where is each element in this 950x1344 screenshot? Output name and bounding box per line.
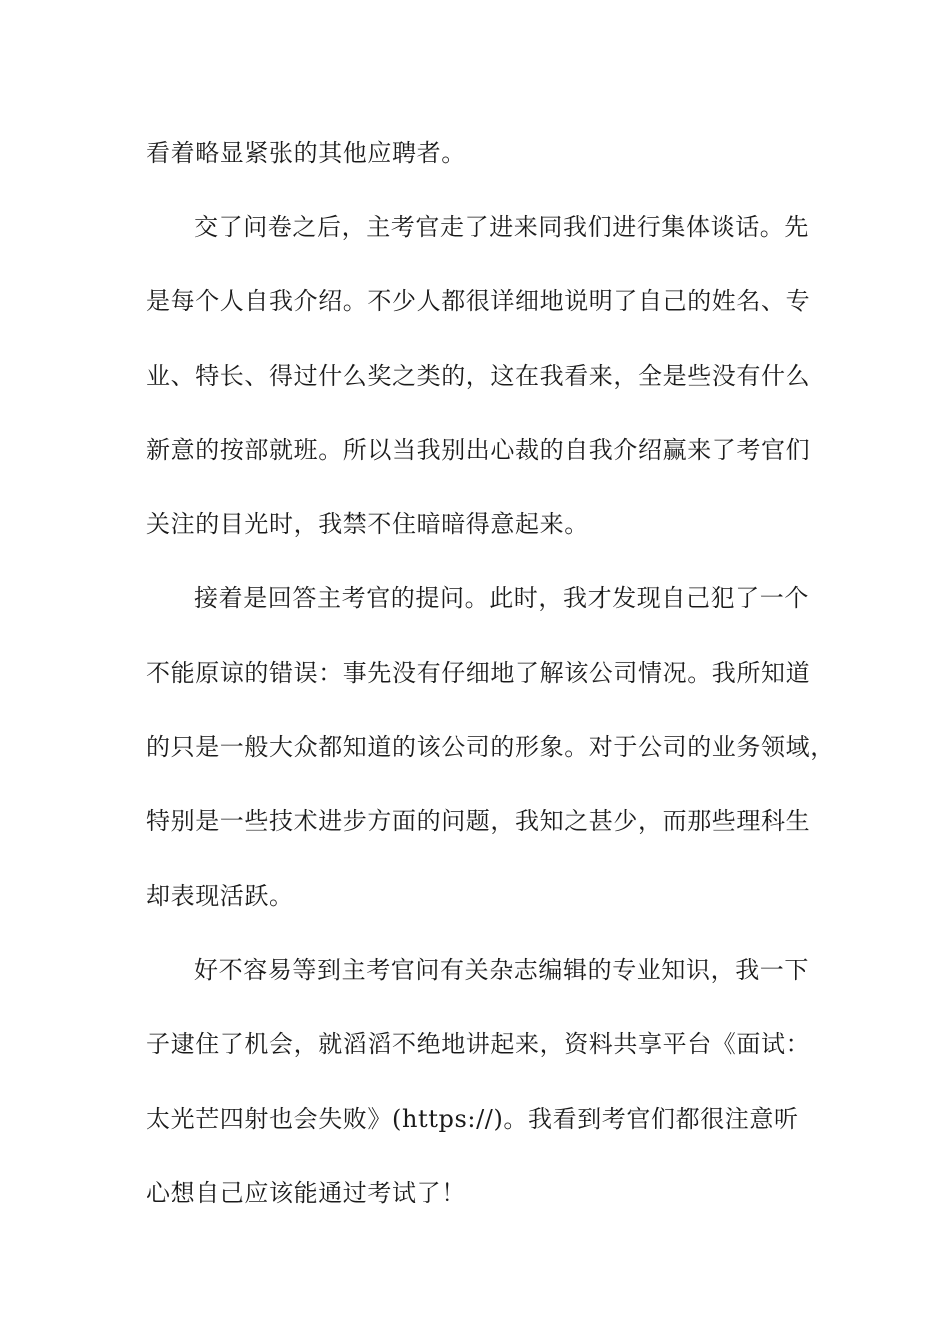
text-line: 子逮住了机会，就滔滔不绝地讲起来，资料共享平台《面试：: [146, 1030, 811, 1058]
paragraph-first-line: 接着是回答主考官的提问。此时，我才发现自己犯了一个: [194, 584, 809, 612]
text-line: 太光芒四射也会失败》(https://)。我看到考官们都很注意听: [146, 1105, 799, 1133]
text-line: 新意的按部就班。所以当我别出心裁的自我介绍赢来了考官们: [146, 436, 811, 464]
text-line: 业、特长、得过什么奖之类的，这在我看来，全是些没有什么: [146, 362, 811, 390]
text-line: 却表现活跃。: [146, 882, 294, 910]
text-line: 特别是一些技术进步方面的问题，我知之甚少，而那些理科生: [146, 807, 811, 835]
text-line: 的只是一般大众都知道的该公司的形象。对于公司的业务领域，: [146, 733, 835, 761]
text-line: 心想自己应该能通过考试了！: [146, 1179, 466, 1207]
text-line: 关注的目光时，我禁不住暗暗得意起来。: [146, 510, 589, 538]
text-line: 不能原谅的错误：事先没有仔细地了解该公司情况。我所知道: [146, 659, 811, 687]
text-line: 看着略显紧张的其他应聘者。: [146, 139, 466, 167]
paragraph-first-line: 交了问卷之后，主考官走了进来同我们进行集体谈话。先: [194, 213, 809, 241]
paragraph-first-line: 好不容易等到主考官问有关杂志编辑的专业知识，我一下: [194, 956, 809, 984]
text-line: 是每个人自我介绍。不少人都很详细地说明了自己的姓名、专: [146, 287, 811, 315]
